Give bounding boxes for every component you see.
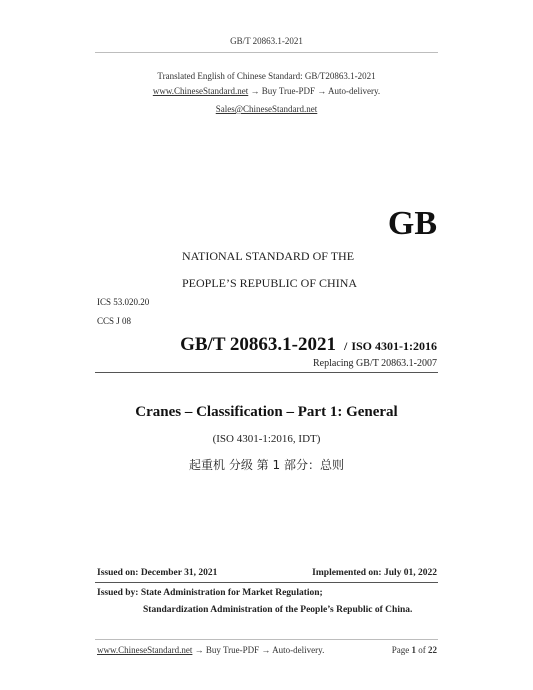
chinese-title: 起重机 分级 第 1 部分：总则 — [189, 458, 344, 472]
page-total: 22 — [428, 645, 437, 655]
ccs-code: CCS J 08 — [97, 316, 132, 326]
national-line-2: PEOPLE’S REPUBLIC OF CHINA — [182, 276, 358, 290]
ics-code: ICS 53.020.20 — [97, 297, 150, 307]
translated-line: Translated English of Chinese Standard: GB/T20863.1-2021 — [157, 71, 376, 81]
iso-equivalent: ISO 4301-1:2016 — [351, 339, 437, 353]
iso-idt: (ISO 4301-1:2016, IDT) — [212, 433, 321, 445]
footer-buy-line — [97, 645, 324, 655]
sales-line — [0, 104, 533, 114]
national-line-1: NATIONAL STANDARD OF THE — [182, 249, 355, 263]
page-indicator — [392, 645, 437, 655]
footer-divider — [95, 639, 438, 640]
buy-text: → Buy True-PDF → Auto-delivery. — [248, 86, 381, 96]
footer-site-link[interactable]: www.ChineseStandard.net — [97, 645, 193, 655]
buy-line — [0, 86, 533, 96]
running-header: GB/T 20863.1-2021 — [230, 36, 303, 46]
gb-mark: GB — [387, 205, 437, 242]
issuer-line-2: Standardization Administration of the People’s Republic of China. — [143, 605, 413, 615]
document-title: Cranes – Classification – Part 1: General — [135, 404, 398, 420]
page-of: of — [418, 645, 426, 655]
page-current: 1 — [411, 645, 416, 655]
issuer-line-1: Issued by: State Administration for Market Regulation; — [97, 588, 323, 598]
standard-separator: / — [343, 339, 348, 353]
site-link[interactable]: www.ChineseStandard.net — [152, 86, 249, 96]
standard-number-line — [180, 334, 437, 356]
replacing-note: Replacing GB/T 20863.1-2007 — [313, 358, 437, 369]
sales-email-link[interactable]: Sales@ChineseStandard.net — [215, 104, 318, 114]
title-divider — [95, 372, 438, 373]
standard-number: GB/T 20863.1-2021 — [180, 334, 336, 355]
header-divider — [95, 52, 438, 53]
implemented-date: Implemented on: July 01, 2022 — [312, 568, 437, 578]
footer-buy-text: → Buy True-PDF → Auto-delivery. — [192, 645, 325, 655]
page-label: Page — [391, 645, 410, 655]
issued-date: Issued on: December 31, 2021 — [97, 568, 218, 578]
dates-divider — [95, 582, 438, 583]
